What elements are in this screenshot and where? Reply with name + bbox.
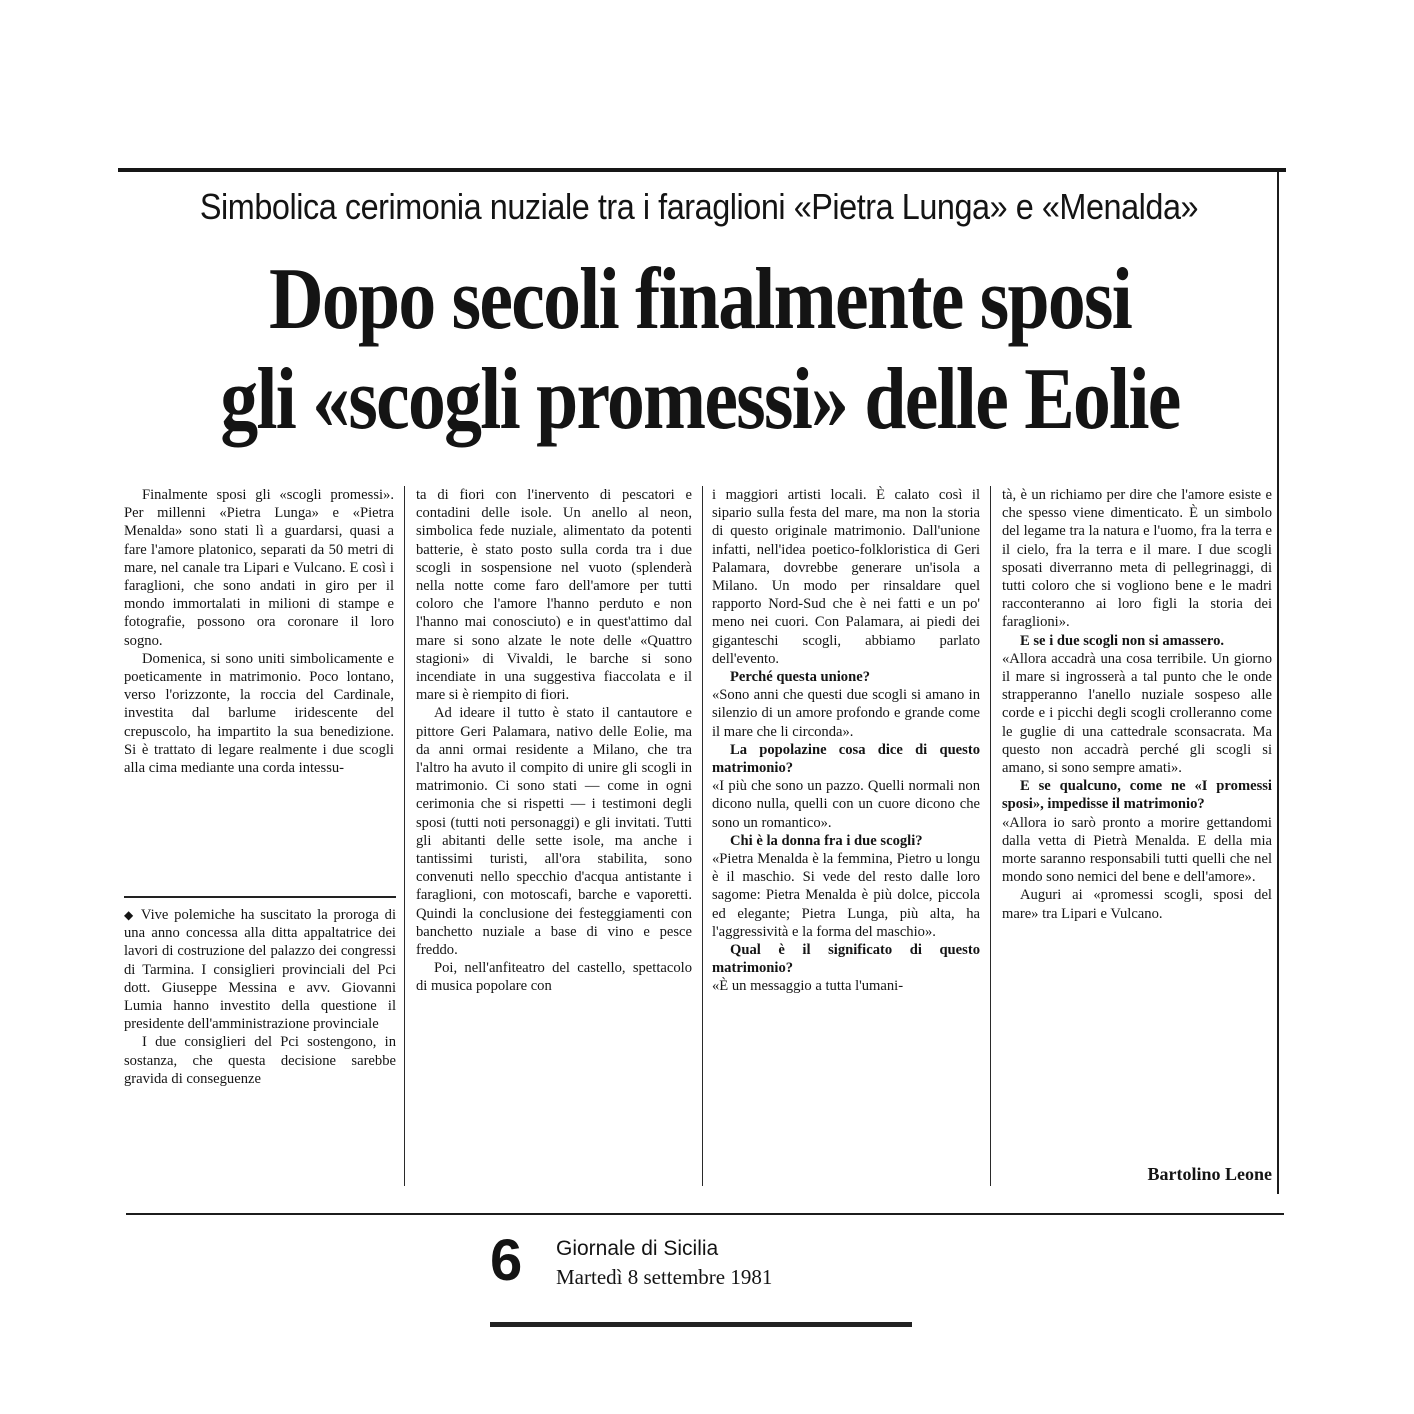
news-brief [124, 906, 396, 1088]
interview-question: E se qualcuno, come ne «I promessi sposi», impedisse il matrimonio? [1002, 778, 1272, 813]
newspaper-name: Giornale di Sicilia [556, 1237, 719, 1260]
brief-text: Vive polemiche ha suscitato la proroga di una anno concessa alla ditta appaltatrice dei lavori di costruzione del palazzo dei congressi di Tarmina. I consiglieri provinciali del Pci dott. Giuseppe Messina e avv. Giovanni Lumia hanno investito della questione il presidente dell'amministrazione provinciale [124, 907, 397, 1033]
bullet-icon: ◆ [124, 908, 136, 922]
article-paragraph: ta di fiori con l'inervento di pescatori e contadini delle isole. Un anello al neon, simbolica fede nuziale, alimentato da potenti batterie, è stato posto sulla corda tra i due scogli in sospensione nel vuoto (splenderà nella notte come faro dell'amore per tutti coloro che l'amore l'hanno perduto e non l'hanno mai conosciuto) e in quest'attimo dal mare si sono alzate le note delle «Quattro stagioni» di Vivaldi, le barche si sono incendiate in una suggestiva fiaccolata e il mare si è riempito di fiori. [416, 487, 692, 704]
interview-answer: «Allora accadrà una cosa terribile. Un giorno il mare si ingrosserà a tal punto che le onde strapperanno l'anello nuziale sospeso alle corde e i picchi degli scogli crolleranno come le guglie di una cattedrale sconsacrata. Ma questo non accadrà perché gli scogli si amano, si sono sempre amati». [1002, 650, 1272, 777]
interview-question: La popolazine cosa dice di questo matrimonio? [712, 741, 980, 777]
interview-answer: «Pietra Menalda è la femmina, Pietro u longu è il maschio. Si vede del resto dalle loro sagome: Pietra Menalda è più dolce, piccola ed elegante; Pietra Lunga, più alta, ha l'aggressività e la forma del maschio». [712, 851, 980, 940]
article-paragraph: Ad ideare il tutto è stato il cantautore e pittore Geri Palamara, nativo delle Eolie, ma da anni ormai residente a Milano, che tra l'altro ha avuto il compito di unire gli scogli in matrimonio. Ci sono stati — come in ogni cerimonia che si rispetti — i testimoni degli sposi (tutti noti personaggi) e gli invitati. Tutti gli abitanti delle sette isole, ma anche i tantissimi turisti, all'ora stabilita, sono convenuti nello specchio d'acqua antistante i faraglioni, con motoscafi, barche e vaporetti. Quindi la conclusione dei festeggiamenti con banchetto nuziale a base di vino e pesce freddo. [416, 705, 692, 959]
interview-answer: «I più che sono un pazzo. Quelli normali non dicono nulla, quelli con un cuore dicono che sono un romantico». [712, 778, 980, 831]
bottom-rule [126, 1213, 1284, 1215]
top-rule [118, 168, 1286, 172]
interview-question: Qual è il significato di questo matrimonio? [712, 942, 980, 977]
brief-paragraph [124, 906, 396, 1033]
article-column-3 [712, 486, 980, 996]
column-divider [990, 486, 991, 1186]
page-number: 6 [490, 1228, 523, 1293]
column-divider [702, 486, 703, 1186]
brief-paragraph: I due consiglieri del Pci sostengono, in sostanza, che questa decisione sarebbe gravida di conseguenze [124, 1034, 396, 1087]
interview-answer: «Sono anni che questi due scogli si amano in silenzio di un amore profondo e grande come il mare che li circonda». [712, 687, 980, 740]
interview-answer: «È un messaggio a tutta l'umani- [712, 978, 904, 995]
article-column-2 [416, 486, 692, 996]
headline [110, 250, 1290, 450]
article-paragraph: i maggiori artisti locali. È calato così il sipario sulla festa del mare, ma non la storia di questo originale matrimonio. Dall'unione infatti, nell'idea poetico-folkloristica di Geri Palamara, dovrebbe generare un'isola a Milano. Un modo per rinsaldare quel rapporto Nord-Sud che è nei fatti e un po' meno nei cuori. Con Palamara, ai piedi dei giganteschi scogli, abbiamo parlato dell'evento. [712, 487, 980, 667]
article-paragraph: Domenica, si sono uniti simbolicamente e poeticamente in matrimonio. Poco lontano, verso l'orizzonte, la roccia del Cardinale, investita dal barlume iridescente del crepuscolo, ha impartito la sua benedizione. Si è trattato di legare realmente i due scogli alla cima mediante una corda intessu- [124, 650, 394, 777]
interview-question: Perché questa unione? [730, 669, 870, 686]
article-paragraph: Finalmente sposi gli «scogli promessi». Per millenni «Pietra Lunga» e «Pietra Menalda» sono stati lì a guardarsi, quasi a fare l'amore platonico, separati da 50 metri di mare, nel canale tra Lipari e Vulcano. E così i faraglioni, che sono andati in giro per il mondo immortalati in milioni di stampe e fotografie, possono ora coronare il loro sogno. [124, 487, 394, 649]
kicker: Simbolica cerimonia nuziale tra i faraglioni «Pietra Lunga» e «Menalda» [199, 186, 1199, 227]
article-paragraph: Poi, nell'anfiteatro del castello, spettacolo di musica popolare con [416, 960, 692, 995]
interview-answer: tà, è un richiamo per dire che l'amore esiste e che spesso viene dimenticato. È un simbolo del legame tra la natura e l'uomo, fra la terra e il cielo, fra la terra e il mare. I due scogli sposati diverranno meta di pellegrinaggi, di tutti coloro che si vogliono bene e le madri racconteranno ai loro figli la storia dei faraglioni». [1002, 487, 1272, 631]
article-column-1 [124, 486, 394, 777]
brief-separator [124, 896, 396, 898]
headline-line-1: Dopo secoli finalmente sposi [268, 251, 1132, 348]
page-footer [490, 1228, 910, 1298]
headline-line-2: gli «scogli promessi» delle Eolie [220, 351, 1180, 448]
byline: Bartolino Leone [1147, 1164, 1272, 1184]
interview-question: Chi è la donna fra i due scogli? [730, 832, 923, 849]
publication-date: Martedì 8 settembre 1981 [556, 1265, 773, 1289]
interview-question: E se i due scogli non si amassero. [1020, 632, 1225, 649]
article-column-4 [1002, 486, 1272, 923]
article-paragraph: Auguri ai «promessi scogli, sposi del mare» tra Lipari e Vulcano. [1002, 887, 1272, 922]
interview-answer: «Allora io sarò pronto a morire gettandomi dalla vetta di Pietrà Menalda. E della mia morte saranno responsabili tutti quelli che nel mondo sono nemici del bene e dell'amore». [1002, 814, 1272, 886]
column-divider [404, 486, 405, 1186]
footer-rule [490, 1322, 912, 1327]
